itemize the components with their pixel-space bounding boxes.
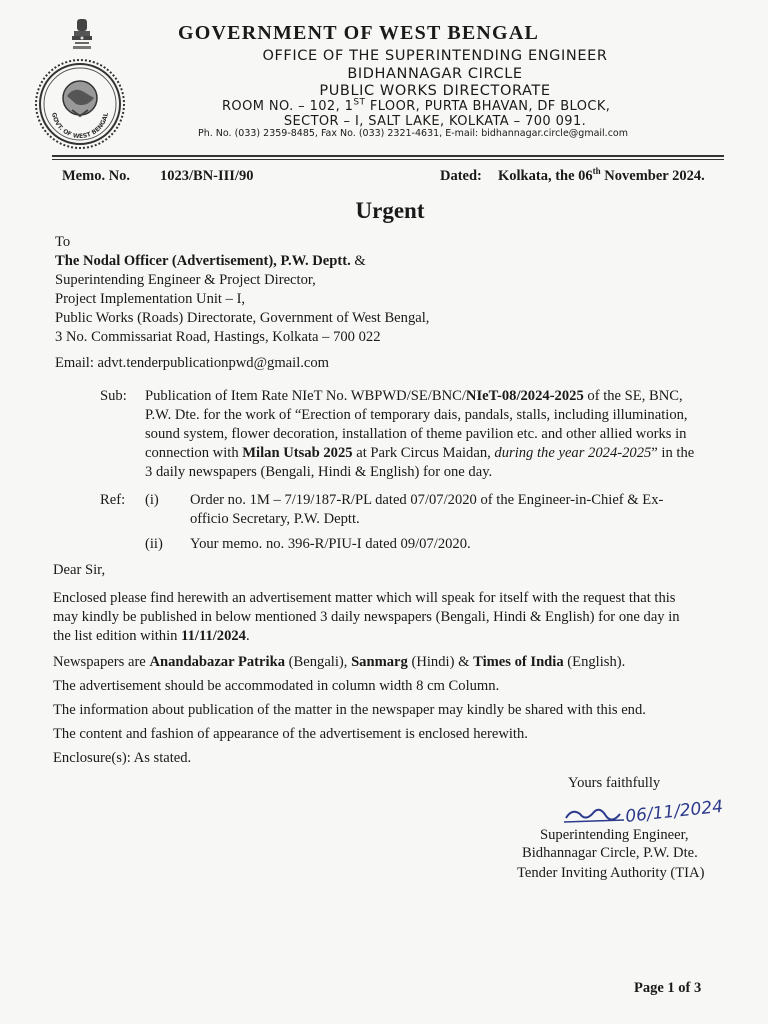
subject-label: Sub: bbox=[100, 388, 127, 404]
subject-block bbox=[145, 387, 694, 482]
addressee-line-4: Public Works (Roads) Directorate, Government of West Bengal, bbox=[55, 310, 430, 326]
to-label: To bbox=[55, 234, 71, 250]
salutation: Dear Sir, bbox=[53, 562, 106, 578]
office-title: OFFICE OF THE SUPERINTENDING ENGINEER bbox=[262, 48, 608, 64]
body-p1-line-1: Enclosed please find herewith an advertisement matter which will speak for itself with the request that this bbox=[53, 590, 676, 606]
signature-date: 06/11/2024 bbox=[624, 796, 724, 827]
circle-title: BIDHANNAGAR CIRCLE bbox=[347, 66, 523, 82]
closing-text: Yours faithfully bbox=[568, 775, 661, 791]
government-title: GOVERNMENT OF WEST BENGAL bbox=[178, 22, 539, 44]
addressee-block bbox=[55, 233, 429, 347]
header-divider-bottom bbox=[52, 159, 724, 160]
addressee-line-2: Superintending Engineer & Project Director, bbox=[55, 272, 316, 288]
header-divider-top bbox=[52, 155, 724, 157]
signatory-office: Bidhannagar Circle, P.W. Dte. bbox=[522, 845, 698, 861]
enclosure-line: Enclosure(s): As stated. bbox=[53, 750, 192, 766]
signatory-title: Superintending Engineer, bbox=[540, 827, 689, 843]
body-p1-line-2: may kindly be published in below mentioned 3 daily newspapers (Bengali, Hindi & English) for one day in bbox=[53, 609, 680, 625]
subject-line-5: 3 daily newspapers (Bengali, Hindi & English) for one day. bbox=[145, 464, 493, 480]
ref-label: Ref: bbox=[100, 492, 126, 508]
subject-line-4: connection with Milan Utsab 2025 at Park Circus Maidan, during the year 2024-2025” in the bbox=[145, 445, 695, 461]
page-indicator: Page 1 of 3 bbox=[634, 980, 702, 996]
seal-text: GOVT. OF WEST BENGAL bbox=[50, 112, 110, 141]
directorate-title: PUBLIC WORKS DIRECTORATE bbox=[319, 83, 551, 99]
ref-1-number: (i) bbox=[145, 492, 159, 508]
ref-1-line-1: Order no. 1M – 7/19/187-R/PL dated 07/07/2020 of the Engineer-in-Chief & Ex- bbox=[190, 492, 664, 508]
subject-line-2: P.W. Dte. for the work of “Erection of temporary dais, pandals, stalls, including illumination, bbox=[145, 407, 688, 423]
urgent-heading: Urgent bbox=[355, 198, 425, 223]
content-paragraph: The content and fashion of appearance of the advertisement is enclosed herewith. bbox=[53, 726, 528, 742]
address-line-2: SECTOR – I, SALT LAKE, KOLKATA – 700 091. bbox=[283, 114, 587, 129]
addressee-email: Email: advt.tenderpublicationpwd@gmail.com bbox=[55, 355, 330, 371]
contact-line: Ph. No. (033) 2359-8485, Fax No. (033) 2321-4631, E-mail: bidhannagar.circle@gmail.com bbox=[198, 128, 628, 139]
ref-1-line-2: officio Secretary, P.W. Deptt. bbox=[190, 511, 360, 527]
address-line-1: ROOM NO. – 102, 1ST FLOOR, PURTA BHAVAN, DF BLOCK, bbox=[222, 97, 611, 114]
column-width-paragraph: The advertisement should be accommodated in column width 8 cm Column. bbox=[53, 678, 500, 694]
memo-date: Kolkata, the 06th November 2024. bbox=[498, 166, 705, 184]
newspapers-paragraph: Newspapers are Anandabazar Patrika (Bengali), Sanmarg (Hindi) & Times of India (English). bbox=[53, 654, 626, 670]
addressee-line-3: Project Implementation Unit – I, bbox=[55, 291, 246, 307]
ref-2-number: (ii) bbox=[145, 536, 163, 552]
memo-label: Memo. No. bbox=[62, 168, 131, 184]
addressee-line-5: 3 No. Commissariat Road, Hastings, Kolkata – 700 022 bbox=[55, 329, 381, 345]
information-paragraph: The information about publication of the matter in the newspaper may kindly be shared with this end. bbox=[53, 702, 646, 718]
memo-number: 1023/BN-III/90 bbox=[160, 168, 254, 184]
addressee-line-1: The Nodal Officer (Advertisement), P.W. Deptt. & bbox=[55, 253, 366, 269]
subject-line-1: Publication of Item Rate NIeT No. WBPWD/SE/BNC/NIeT-08/2024-2025 of the SE, BNC, bbox=[145, 388, 683, 404]
ref-2-text: Your memo. no. 396-R/PIU-I dated 09/07/2020. bbox=[190, 536, 471, 552]
dated-label: Dated: bbox=[440, 168, 482, 184]
signatory-authority: Tender Inviting Authority (TIA) bbox=[517, 865, 705, 881]
ref-1-text bbox=[190, 491, 663, 529]
body-paragraph-1 bbox=[53, 589, 680, 646]
body-p1-line-3: the list edition within 11/11/2024. bbox=[53, 628, 250, 644]
subject-line-3: sound system, flower decoration, installation of theme pavilion etc. and other allied works in bbox=[145, 426, 687, 442]
